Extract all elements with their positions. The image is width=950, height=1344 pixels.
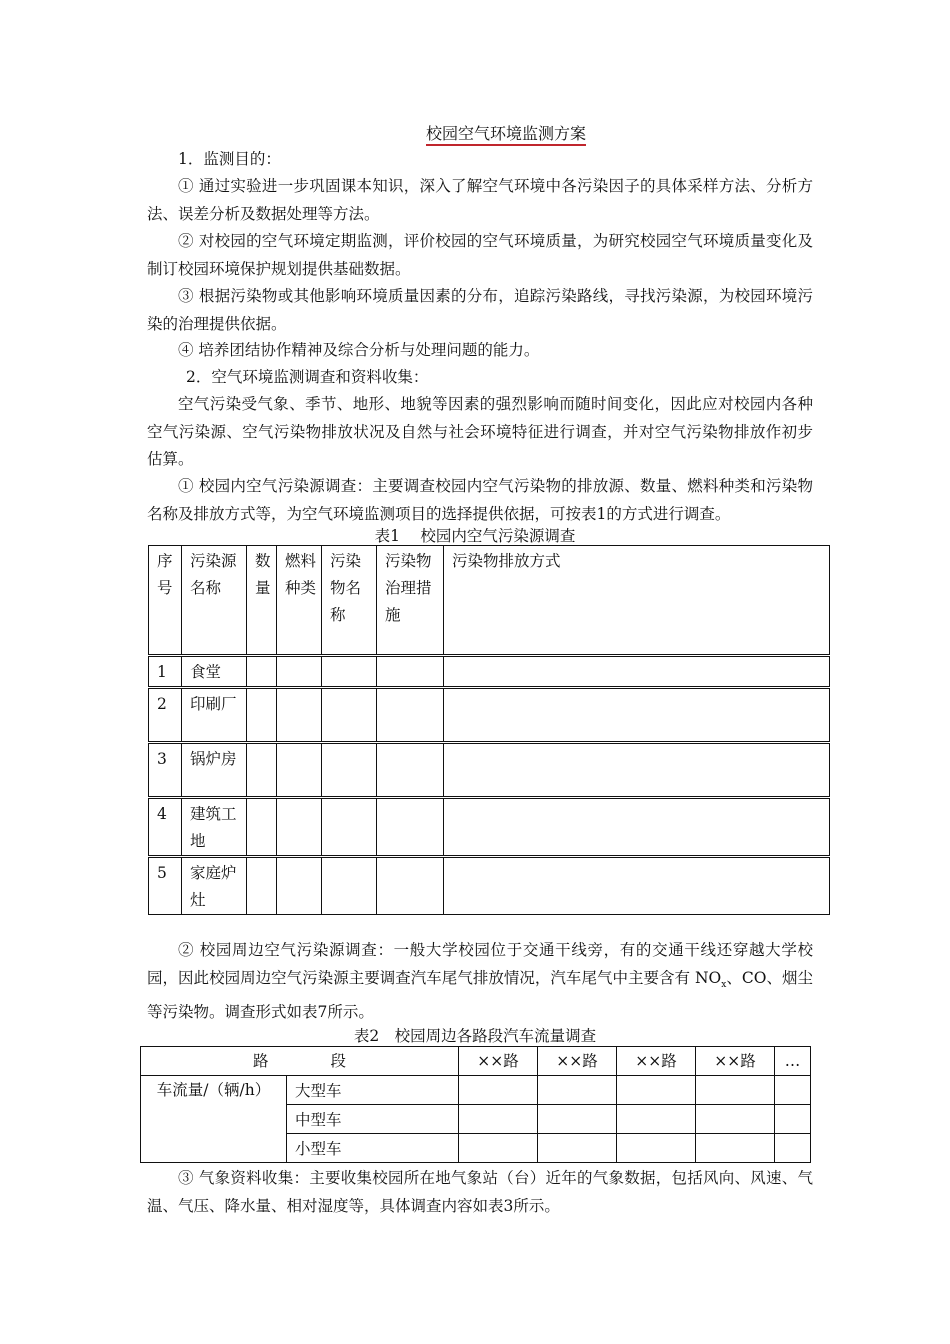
- row-number: 2: [149, 688, 182, 743]
- road-name: ××路: [538, 1047, 617, 1076]
- section1-heading: 1．监测目的：: [178, 150, 281, 168]
- section2-item-3: ③ 气象资料收集：主要收集校园所在地气象站（台）近年的气象数据，包括风向、风速、气温、气压、降水量、相对湿度等，具体调查内容如表3所示。: [147, 1169, 813, 1215]
- vehicle-type: 中型车: [287, 1105, 459, 1134]
- table1-header: 污染物名称: [322, 546, 377, 656]
- table2-caption: 表2 校园周边各路段汽车流量调查: [353, 1027, 597, 1045]
- table-row: [149, 743, 830, 798]
- table-row: [149, 857, 830, 915]
- table1: [148, 545, 830, 915]
- table1-header: 污染源名称: [182, 546, 247, 656]
- table1-header: 燃料种类: [277, 546, 322, 656]
- section1-item-2: ② 对校园的空气环境定期监测，评价校园的空气环境质量，为研究校园空气环境质量变化及制订校园环境保护规划提供基础数据。: [147, 232, 813, 278]
- source-name: 建筑工地: [182, 798, 247, 857]
- flow-label: 车流量/（辆/h）: [141, 1076, 287, 1163]
- page-title: 校园空气环境监测方案: [0, 121, 950, 144]
- source-name: 锅炉房: [182, 743, 247, 798]
- row-number: 4: [149, 798, 182, 857]
- section2-heading: 2．空气环境监测调查和资料收集：: [186, 368, 429, 386]
- table-row: [149, 688, 830, 743]
- section1-item-1: ① 通过实验进一步巩固课本知识，深入了解空气环境中各污染因子的具体采样方法、分析方法、误差分析及数据处理等方法。: [147, 177, 813, 223]
- table-row: [149, 656, 830, 688]
- table1-header: 数量: [247, 546, 277, 656]
- source-name: 食堂: [182, 656, 247, 688]
- table2: [140, 1046, 811, 1163]
- row-number: 3: [149, 743, 182, 798]
- section2-item-2: ② 校园周边空气污染源调查：一般大学校园位于交通干线旁，有的交通干线还穿越大学校园，因此校园周边空气污染源主要调查汽车尾气排放情况，汽车尾气中主要含有 $NO_x$、CO、烟尘等污染物。调查形式如表7所示。: [147, 941, 813, 1022]
- section2-item-1: ① 校园内空气污染源调查：主要调查校园内空气污染物的排放源、数量、燃料种类和污染物名称及排放方式等，为空气环境监测项目的选择提供依据，可按表1的方式进行调查。: [147, 477, 813, 523]
- table1-header: 污染物排放方式: [444, 546, 830, 656]
- table1-caption: 表1 校园内空气污染源调查: [374, 527, 576, 545]
- road-name: ××路: [617, 1047, 696, 1076]
- section1-item-3: ③ 根据污染物或其他影响环境质量因素的分布，追踪污染路线，寻找污染源，为校园环境污染的治理提供依据。: [147, 287, 813, 333]
- section2-intro: 空气污染受气象、季节、地形、地貌等因素的强烈影响而随时间变化，因此应对校园内各种空气污染源、空气污染物排放状况及自然与社会环境特征进行调查，并对空气污染物排放作初步估算。: [147, 395, 813, 468]
- row-number: 1: [149, 656, 182, 688]
- road-header: 路 段: [141, 1047, 459, 1076]
- vehicle-type: 小型车: [287, 1134, 459, 1163]
- road-name-more: …: [775, 1047, 811, 1076]
- row-number: 5: [149, 857, 182, 915]
- table1-header: 序号: [149, 546, 182, 656]
- source-name: 家庭炉灶: [182, 857, 247, 915]
- table-row: [149, 798, 830, 857]
- source-name: 印刷厂: [182, 688, 247, 743]
- road-name: ××路: [696, 1047, 775, 1076]
- section1-item-4: ④ 培养团结协作精神及综合分析与处理问题的能力。: [178, 341, 540, 359]
- road-name: ××路: [459, 1047, 538, 1076]
- vehicle-type: 大型车: [287, 1076, 459, 1105]
- table1-header: 污染物治理措施: [377, 546, 444, 656]
